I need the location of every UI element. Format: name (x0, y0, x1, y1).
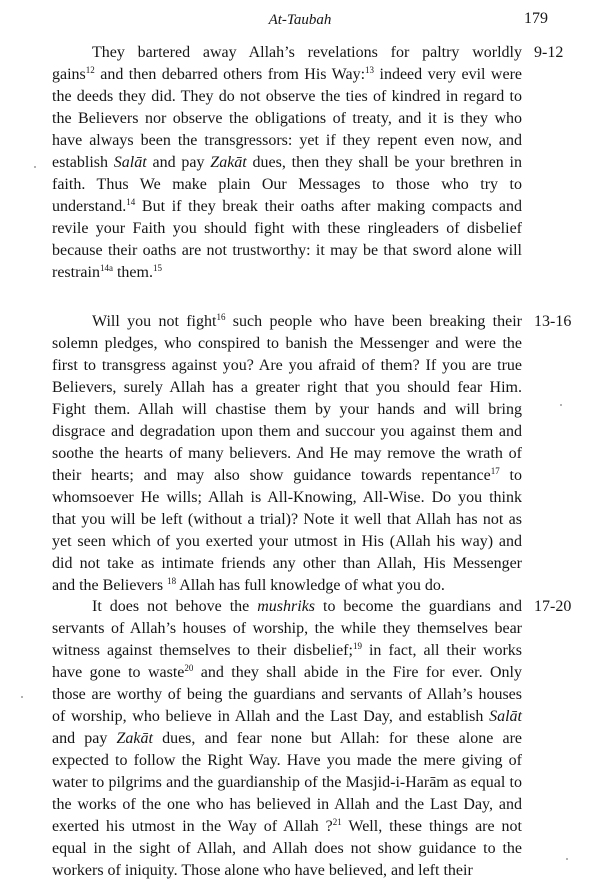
text-line (52, 772, 522, 794)
scan-speck (566, 858, 568, 860)
text-line (52, 64, 522, 86)
text-run: because their oaths are not trustworthy: it may be that sword alone will (52, 242, 522, 259)
text-line (52, 355, 522, 377)
text-run: their hearts; and may also show guidance towards repentance (52, 467, 491, 484)
text-run: them. (112, 264, 153, 281)
text-run: first to transgress against you? Are you afraid of them? If you are true (52, 357, 522, 374)
text-run: exerted his utmost in the Way of Allah ? (52, 818, 333, 835)
text-run: workers of iniquity. Those alone who have believed, and left their (52, 862, 473, 879)
text-line (52, 86, 522, 108)
footnote-marker: 14 (126, 197, 136, 207)
text-line (52, 196, 522, 218)
scan-speck (21, 696, 23, 698)
text-run: yet seen which of you exerted your utmost in His (Allah his way) and (52, 533, 522, 550)
text-line (52, 662, 522, 684)
verse-range-label: 17-20 (534, 598, 572, 615)
page-number: 179 (524, 10, 548, 27)
text-line (52, 333, 522, 355)
scan-speck (560, 404, 562, 406)
text-run: revile your Faith you should fight with these ringleaders of disbelief (52, 220, 522, 237)
text-run: understand. (52, 198, 127, 215)
text-run: to become the guardians and (315, 598, 523, 615)
text-line (52, 443, 522, 465)
text-line (52, 575, 522, 597)
running-header-title: At-Taubah (268, 12, 332, 28)
verse-range-label: 13-16 (534, 313, 572, 330)
footnote-marker: 13 (365, 65, 375, 75)
footnote-marker: 12 (85, 65, 95, 75)
footnote-marker: 14a (99, 263, 113, 273)
text-run: Fight them. Allah will chastise them by your hands and will bring (52, 401, 522, 418)
italic-term: mushriks (257, 598, 316, 615)
text-run: have gone to waste (52, 664, 185, 681)
verse-range-label: 9-12 (534, 44, 564, 61)
text-line (52, 618, 522, 640)
text-run: Believers, surely Allah has a greater right that you should fear Him. (52, 379, 522, 396)
text-run: It does not behove the (92, 598, 258, 615)
text-run: servants of Allah’s houses of worship, the while they themselves bear (52, 620, 522, 637)
text-run: whomsoever He wills; Allah is All-Knowing, All-Wise. Do you think (52, 489, 522, 506)
footnote-marker: 20 (184, 663, 194, 673)
text-run: and the Believers (52, 577, 168, 594)
text-line (52, 399, 522, 421)
text-run: disgrace and degradation upon them and succour you against them and (52, 423, 522, 440)
text-line (52, 838, 522, 860)
text-run: dues, then they shall be your brethren in (246, 154, 522, 171)
text-line (52, 262, 522, 284)
text-line (52, 130, 522, 152)
text-run: such people who have been breaking their (225, 313, 522, 330)
text-line (52, 531, 522, 553)
text-line (52, 640, 522, 662)
text-run: faith. Thus We make plain Our Messages to those who try to (52, 176, 522, 193)
text-run: in fact, all their works (361, 642, 523, 659)
text-run: and pay (146, 154, 211, 171)
text-run: those are worthy of being the guardians and servants of Allah’s houses (52, 686, 522, 703)
text-line (52, 42, 522, 64)
text-run: indeed very evil were (374, 66, 522, 83)
text-run: the works of the one who has believed in Allah and the Last Day, and (52, 796, 522, 813)
text-line (52, 553, 522, 575)
text-run: They bartered away Allah’s revelations for paltry worldly (92, 44, 522, 61)
text-line (52, 750, 522, 772)
text-run: witness against themselves to their disbelief; (52, 642, 353, 659)
text-run: restrain (52, 264, 100, 281)
text-line (52, 108, 522, 130)
text-run: dues, and fear none but Allah: for these alone are (152, 730, 522, 747)
paragraph-verses-17-20 (52, 596, 522, 882)
text-line (52, 377, 522, 399)
footnote-marker: 17 (490, 466, 500, 476)
text-line (52, 311, 522, 333)
text-run: and then debarred others from His Way: (94, 66, 366, 83)
text-run: establish (52, 154, 114, 171)
text-line (52, 816, 522, 838)
text-run: did not take as intimate friends any other than Allah, His Messenger (52, 555, 522, 572)
footnote-marker: 19 (352, 641, 362, 651)
text-run: But if they break their oaths after making compacts and (135, 198, 522, 215)
italic-term: Salāt (113, 154, 147, 171)
text-run: solemn pledges, who conspired to banish the Messenger and were the (52, 335, 522, 352)
footnote-marker: 18 (167, 576, 177, 586)
text-run: water to pilgrims and the guardianship of the Masjid-i-Harām as equal to (52, 774, 522, 791)
text-run: that you will be left (without a trial)? Note it well that Allah has not as (52, 511, 522, 528)
text-line (52, 728, 522, 750)
text-line (52, 706, 522, 728)
text-line (52, 684, 522, 706)
scan-speck (34, 166, 36, 168)
text-run: of worship, who believe in Allah and the Last Day, and establish (52, 708, 490, 725)
text-run: expected to follow the Right Way. Have you made the mere giving of (52, 752, 522, 769)
text-run: Allah has full knowledge of what you do. (176, 577, 445, 594)
text-line (52, 465, 522, 487)
footnote-marker: 15 (152, 263, 162, 273)
text-line (52, 421, 522, 443)
italic-term: Salāt (489, 708, 522, 725)
text-run: the Believers nor observe the obligations of treaty, and it is they who (52, 110, 522, 127)
text-run: the deeds they did. They do not observe the ties of kindred in regard to (52, 88, 522, 105)
text-run: Well, these things are not (341, 818, 523, 835)
text-run: gains (52, 66, 86, 83)
footnote-marker: 16 (216, 312, 226, 322)
italic-term: Zakāt (210, 154, 247, 171)
text-line (52, 596, 522, 618)
text-line (52, 218, 522, 240)
italic-term: Zakāt (116, 730, 153, 747)
text-run: soothe the hearts of many believers. And He may remove the wrath of (52, 445, 522, 462)
text-line (52, 509, 522, 531)
text-line (52, 487, 522, 509)
text-line (52, 794, 522, 816)
text-line (52, 240, 522, 262)
text-run: have always been the transgressors: yet if they repent even now, and (52, 132, 522, 149)
text-line (52, 174, 522, 196)
paragraph-verses-9-12 (52, 42, 522, 284)
text-run: equal in the sight of Allah, and Allah does not show guidance to the (52, 840, 522, 857)
text-run: and they shall abide in the Fire for ever. Only (193, 664, 522, 681)
footnote-marker: 21 (332, 817, 342, 827)
paragraph-verses-13-16 (52, 311, 522, 597)
text-run: to (499, 467, 523, 484)
text-run: Will you not fight (92, 313, 217, 330)
text-line (52, 152, 522, 174)
text-run: and pay (52, 730, 117, 747)
